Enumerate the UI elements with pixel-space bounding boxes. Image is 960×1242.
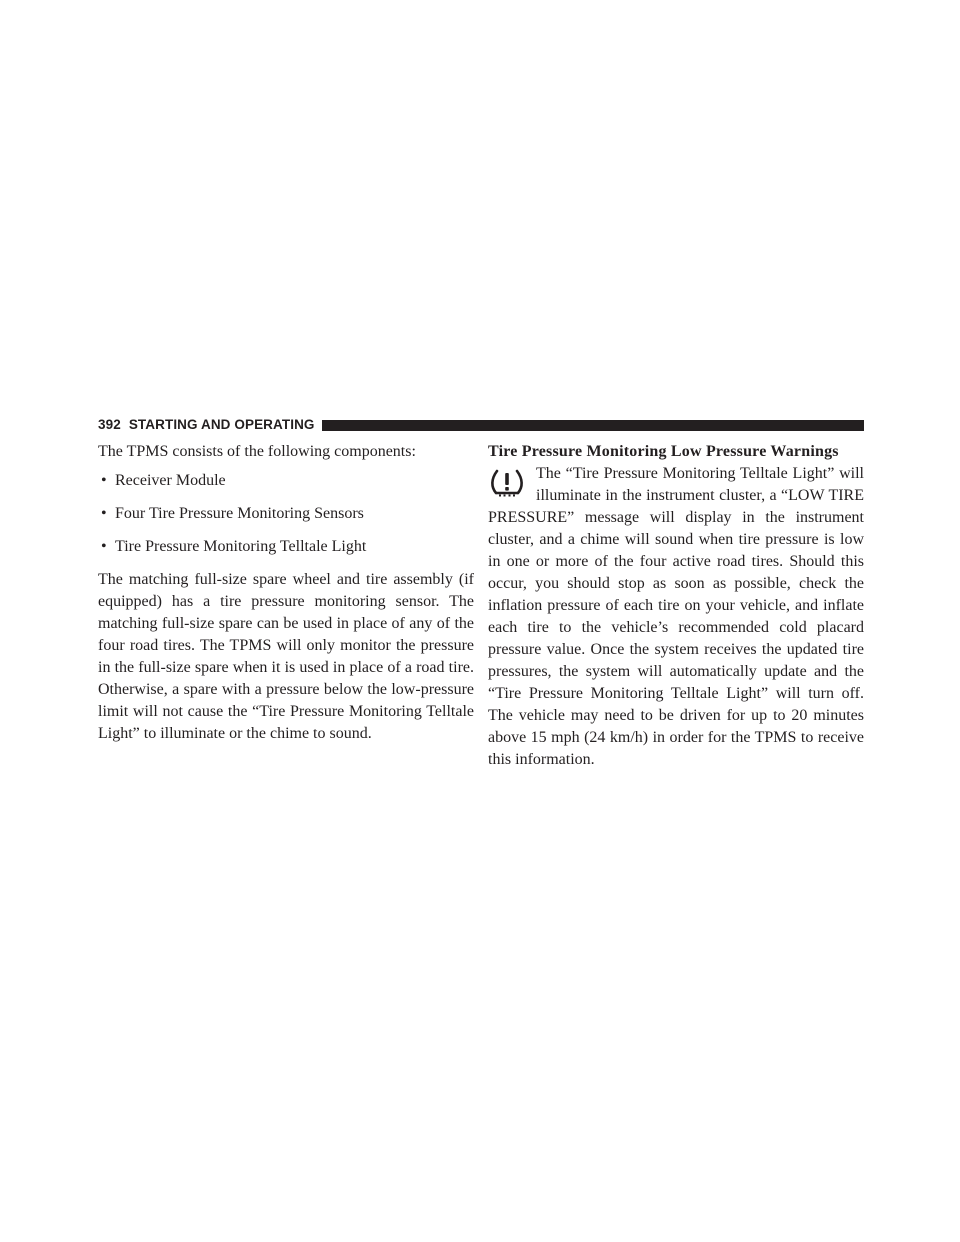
page-header (98, 416, 864, 434)
header-rule (322, 420, 864, 431)
list-item (98, 470, 474, 492)
components-list (98, 470, 474, 558)
left-column (98, 441, 474, 745)
page-number: 392 (98, 417, 121, 432)
component-label: Four Tire Pressure Monitoring Sensors (115, 505, 364, 522)
bullet-icon: • (101, 505, 107, 522)
tire-pressure-warning-icon (490, 467, 524, 497)
section-title: STARTING AND OPERATING (128, 417, 315, 432)
components-intro: The TPMS consists of the following components: (98, 443, 416, 460)
list-item (98, 536, 474, 558)
component-label: Tire Pressure Monitoring Telltale Light (115, 538, 367, 555)
list-item (98, 503, 474, 525)
section-heading: Tire Pressure Monitoring Low Pressure Warnings (488, 443, 839, 460)
bullet-icon: • (101, 538, 107, 555)
spare-tire-paragraph: The matching full-size spare wheel and tire assembly (if equipped) has a tire pressure monitoring sensor. The matching full-size spare can be used in place of any of the four road tires. The TPMS will only monitor the pressure in the full-size spare when it is used in place of a road tire. Otherwise, a spare with a pressure below the low-pressure limit will not cause the “Tire Pressure Monitoring Telltale Light” to illuminate or the chime to sound. (98, 571, 474, 742)
bullet-icon: • (101, 472, 107, 489)
low-pressure-warning-paragraph: The “Tire Pressure Monitoring Telltale Light” will illuminate in the instrument cluster, a “LOW TIRE PRESSURE” message will display in the instrument cluster, and a chime will sound when tire pressure is low in one or more of the four active road tires. Should this occur, you should stop as soon as possible, check the inflation pressure of each tire on your vehicle, and inflate each tire to the vehicle’s recommended cold placard pressure value. Once the system receives the updated tire pressures, the system will automatically update and the “Tire Pressure Monitoring Telltale Light” will turn off. The vehicle may need to be driven for up to 20 minutes above 15 mph (24 km/h) in order for the TPMS to receive this information. (488, 465, 864, 768)
right-column (488, 441, 864, 771)
component-label: Receiver Module (115, 472, 226, 489)
